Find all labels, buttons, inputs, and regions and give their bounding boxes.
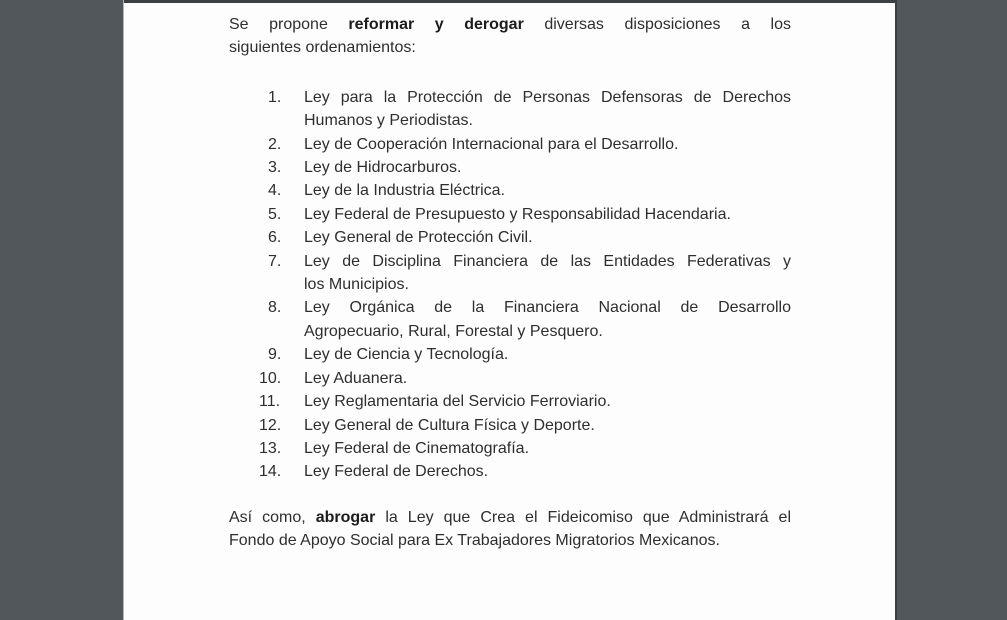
law-item-number: 3.: [268, 159, 282, 177]
law-item-text: Humanos y Periodistas.: [304, 112, 473, 130]
law-list-item: [259, 226, 791, 249]
law-list-item: [259, 156, 791, 179]
law-item-text: Ley Federal de Presupuesto y Responsabilidad Hacendaria.: [304, 205, 731, 223]
closing-text-bold: abrogar: [315, 508, 376, 526]
law-item-number: 2.: [268, 135, 282, 153]
law-item-text: Ley Federal de Derechos.: [304, 463, 489, 481]
law-item-text: Ley de Ciencia y Tecnología.: [304, 346, 509, 364]
law-list-item: [259, 86, 791, 133]
law-item-text: Ley de Cooperación Internacional para el Desarrollo.: [304, 135, 679, 153]
intro-text-normal: diversas disposiciones a los: [523, 16, 791, 33]
law-item-number: 13.: [259, 439, 282, 457]
law-list-item: [259, 414, 791, 437]
law-item-text: Ley Federal de Cinematografía.: [304, 439, 530, 457]
closing-line-2: Fondo de Apoyo Social para Ex Trabajadores Migratorios Mexicanos.: [229, 532, 720, 550]
law-list-item: [259, 203, 791, 226]
intro-text-bold: reformar y derogar: [348, 16, 524, 33]
law-list-item: [259, 437, 791, 460]
closing-paragraph: [229, 506, 791, 553]
law-item-number: 6.: [268, 229, 282, 247]
intro-paragraph: [229, 13, 791, 60]
law-item-text: Ley Reglamentaria del Servicio Ferroviario.: [304, 393, 611, 411]
law-item-number: 14.: [259, 463, 282, 481]
law-item-number: 11.: [259, 393, 281, 411]
law-item-number: 10.: [259, 369, 282, 387]
law-item-text: Ley de la Industria Eléctrica.: [304, 182, 505, 200]
closing-text-normal: la Ley que Crea el Fideicomiso que Administrará el: [375, 508, 792, 526]
intro-text-normal: Se propone: [229, 16, 349, 33]
law-item-text: Ley Aduanera.: [304, 369, 408, 387]
law-item-number: 7.: [268, 252, 282, 270]
law-item-text: Ley de Disciplina Financiera de las Entidades Federativas y: [304, 252, 791, 270]
law-list-item: [259, 390, 791, 413]
law-item-text: Ley Orgánica de la Financiera Nacional de Desarrollo: [304, 299, 791, 317]
law-list-item: [259, 367, 791, 390]
law-list-item: [259, 133, 791, 156]
law-item-number: 12.: [259, 416, 282, 434]
law-item-text: Agropecuario, Rural, Forestal y Pesquero.: [304, 322, 603, 340]
law-item-number: 1.: [268, 88, 282, 106]
document-page: [123, 0, 897, 620]
law-item-number: 5.: [268, 205, 282, 223]
law-list-item: [259, 179, 791, 202]
law-list-item: [259, 296, 791, 343]
intro-line-2: siguientes ordenamientos:: [229, 39, 416, 57]
law-list-item: [259, 343, 791, 366]
law-list: [229, 86, 791, 484]
page-content: [124, 0, 895, 553]
law-item-number: 9.: [268, 346, 282, 364]
law-list-item: [259, 250, 791, 297]
closing-line-1: [229, 506, 791, 529]
law-item-text: Ley General de Protección Civil.: [304, 229, 533, 247]
law-item-text: Ley para la Protección de Personas Defensoras de Derechos: [304, 88, 791, 106]
closing-text-normal: Así como,: [229, 508, 316, 526]
intro-line-1: [229, 13, 791, 36]
law-item-text: Ley General de Cultura Física y Deporte.: [304, 416, 595, 434]
law-list-item: [259, 460, 791, 483]
law-item-number: 8.: [268, 299, 282, 317]
law-item-text: Ley de Hidrocarburos.: [304, 159, 462, 177]
law-item-number: 4.: [268, 182, 282, 200]
law-item-text: los Municipios.: [304, 276, 409, 294]
